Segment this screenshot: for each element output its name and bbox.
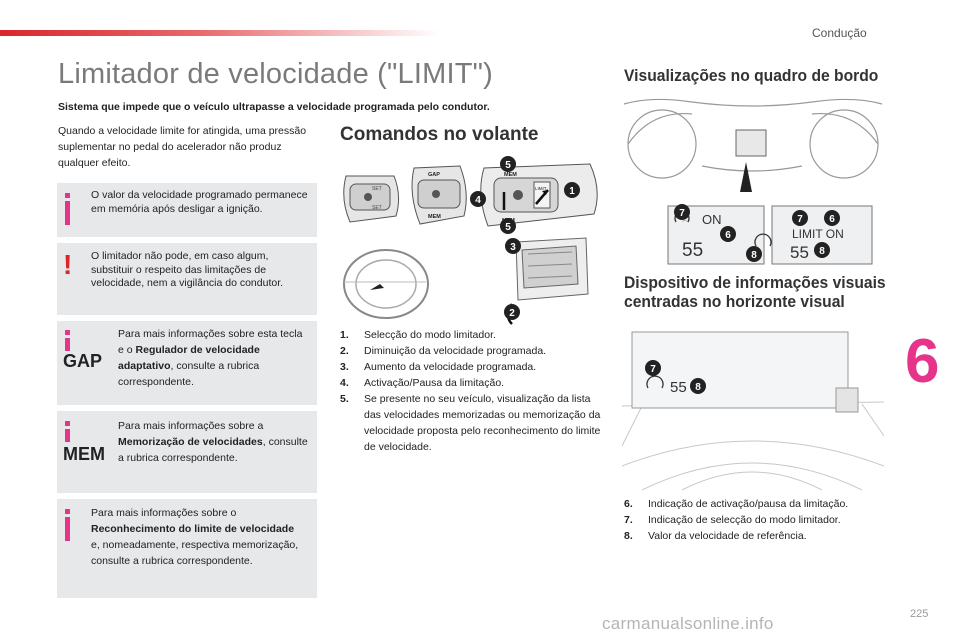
warning-icon: ! [63, 249, 73, 280]
page-title: Limitador de velocidade ("LIMIT") [58, 58, 493, 90]
controls-list [340, 327, 605, 455]
list-item: 1. Selecção do modo limitador. [340, 329, 496, 341]
mem-keyword: MEM [63, 444, 105, 464]
info-icon-dot [65, 421, 70, 426]
note-text: Para mais informações sobre esta tecla e o Regulador de velocidade adaptativo, consulte a rubrica correspondente. [118, 328, 303, 388]
list-item: 7. Indicação de selecção do modo limitador. [624, 514, 841, 526]
arrow-icon [740, 162, 752, 192]
list-item: 2. Diminuição da velocidade programada. [340, 345, 547, 357]
warning-note [57, 243, 317, 315]
info-note-mem [57, 411, 317, 493]
callout-8: 8 [695, 382, 701, 393]
info-note-gap [57, 321, 317, 405]
steering-wheel [344, 250, 428, 318]
info-icon [65, 201, 70, 225]
info-note-memory [57, 183, 317, 237]
mem-label: MEM [428, 214, 441, 220]
note-text: O limitador não pode, em caso algum, substituir o respeito das limitações de velocidade, nem a vigilância do condutor. [91, 250, 284, 289]
head-up-display-illustration [622, 326, 884, 490]
speed-value: 55 [682, 240, 704, 261]
callout-7: 7 [679, 208, 685, 219]
cluster-screen [736, 130, 766, 156]
page-subtitle: Sistema que impede que o veículo ultrapasse a velocidade programada pelo condutor. [58, 101, 490, 113]
stalk-basic [344, 176, 399, 222]
hud-projector [836, 388, 858, 412]
hud-screen [632, 332, 848, 408]
display-heading: Visualizações no quadro de bordo [624, 66, 879, 85]
hud-speed-value: 55 [670, 379, 687, 396]
callout-1-label: 1 [569, 186, 575, 197]
display-legend [624, 496, 894, 544]
intro-paragraph: Quando a velocidade limite for atingida, uma pressão suplementar no pedal do acelerador não produz qualquer efeito. [58, 125, 307, 169]
instrument-cluster-illustration [622, 96, 884, 270]
list-item: 4. Activação/Pausa da limitação. [340, 377, 505, 389]
info-icon-dot [65, 193, 70, 198]
stalk-gap-mem [412, 166, 466, 224]
list-item: 6. Indicação de activação/pausa da limitação. [624, 498, 849, 510]
section-title: Condução [812, 26, 867, 40]
chapter-number: 6 [905, 327, 940, 396]
controls-heading: Comandos no volante [340, 124, 539, 145]
road-background [622, 402, 884, 490]
watermark: carmanualsonline.info [602, 614, 774, 633]
callout-8: 8 [751, 250, 757, 261]
info-icon [65, 429, 70, 442]
steering-controls-illustration [336, 154, 608, 328]
list-item: 8. Valor da velocidade de referência. [624, 530, 807, 542]
callout-4-label: 4 [475, 195, 481, 206]
stalk-side-view [516, 238, 588, 300]
callout-6: 6 [829, 214, 835, 225]
note-text: O valor da velocidade programado permanece em memória após desligar a ignição. [91, 189, 308, 215]
speed-value: 55 [790, 243, 809, 262]
callout-2-label: 2 [509, 308, 515, 319]
info-icon-dot [65, 330, 70, 335]
callout-5-label: 5 [505, 222, 511, 233]
status-text: LIMIT ON [792, 227, 844, 241]
info-icon-dot [65, 509, 70, 514]
gap-label: GAP [428, 172, 440, 178]
info-icon [65, 517, 70, 541]
page-number: 225 [910, 608, 929, 620]
callout-3-label: 3 [510, 242, 516, 253]
hud-heading: Dispositivo de informações visuais centradas no horizonte visual [624, 273, 886, 311]
set-label: SET [372, 186, 382, 192]
callout-7: 7 [650, 364, 656, 375]
list-item: 5. Se presente no seu veículo, visualização da lista das velocidades memorizadas ou memorização da velocidade proposta pelo reconhecimento do limite de velocidade. [340, 393, 601, 453]
cluster-panel-limit-on [755, 206, 872, 264]
svg-text:⌒: ⌒ [682, 222, 689, 228]
header-accent-bar [0, 30, 440, 36]
stalk-limit [481, 164, 597, 226]
gap-keyword: GAP [63, 351, 103, 371]
info-icon [65, 338, 70, 351]
callout-7: 7 [797, 214, 803, 225]
set-label: SET [372, 205, 382, 211]
callout-6: 6 [725, 230, 731, 241]
list-item: 3. Aumento da velocidade programada. [340, 361, 537, 373]
callout-8: 8 [819, 246, 825, 257]
status-text: ON [702, 212, 722, 227]
limit-label: LIMIT [535, 186, 547, 191]
mem-label: MEM [504, 172, 517, 178]
callout-5-label: 5 [505, 160, 511, 171]
info-note-recognition [57, 499, 317, 598]
note-text: Para mais informações sobre a Memorização de velocidades, consulte a rubrica correspondente. [118, 420, 308, 464]
note-text: Para mais informações sobre o Reconhecimento do limite de velocidade e, nomeadamente, respectiva memorização, consulte a rubrica correspondente. [91, 507, 299, 567]
